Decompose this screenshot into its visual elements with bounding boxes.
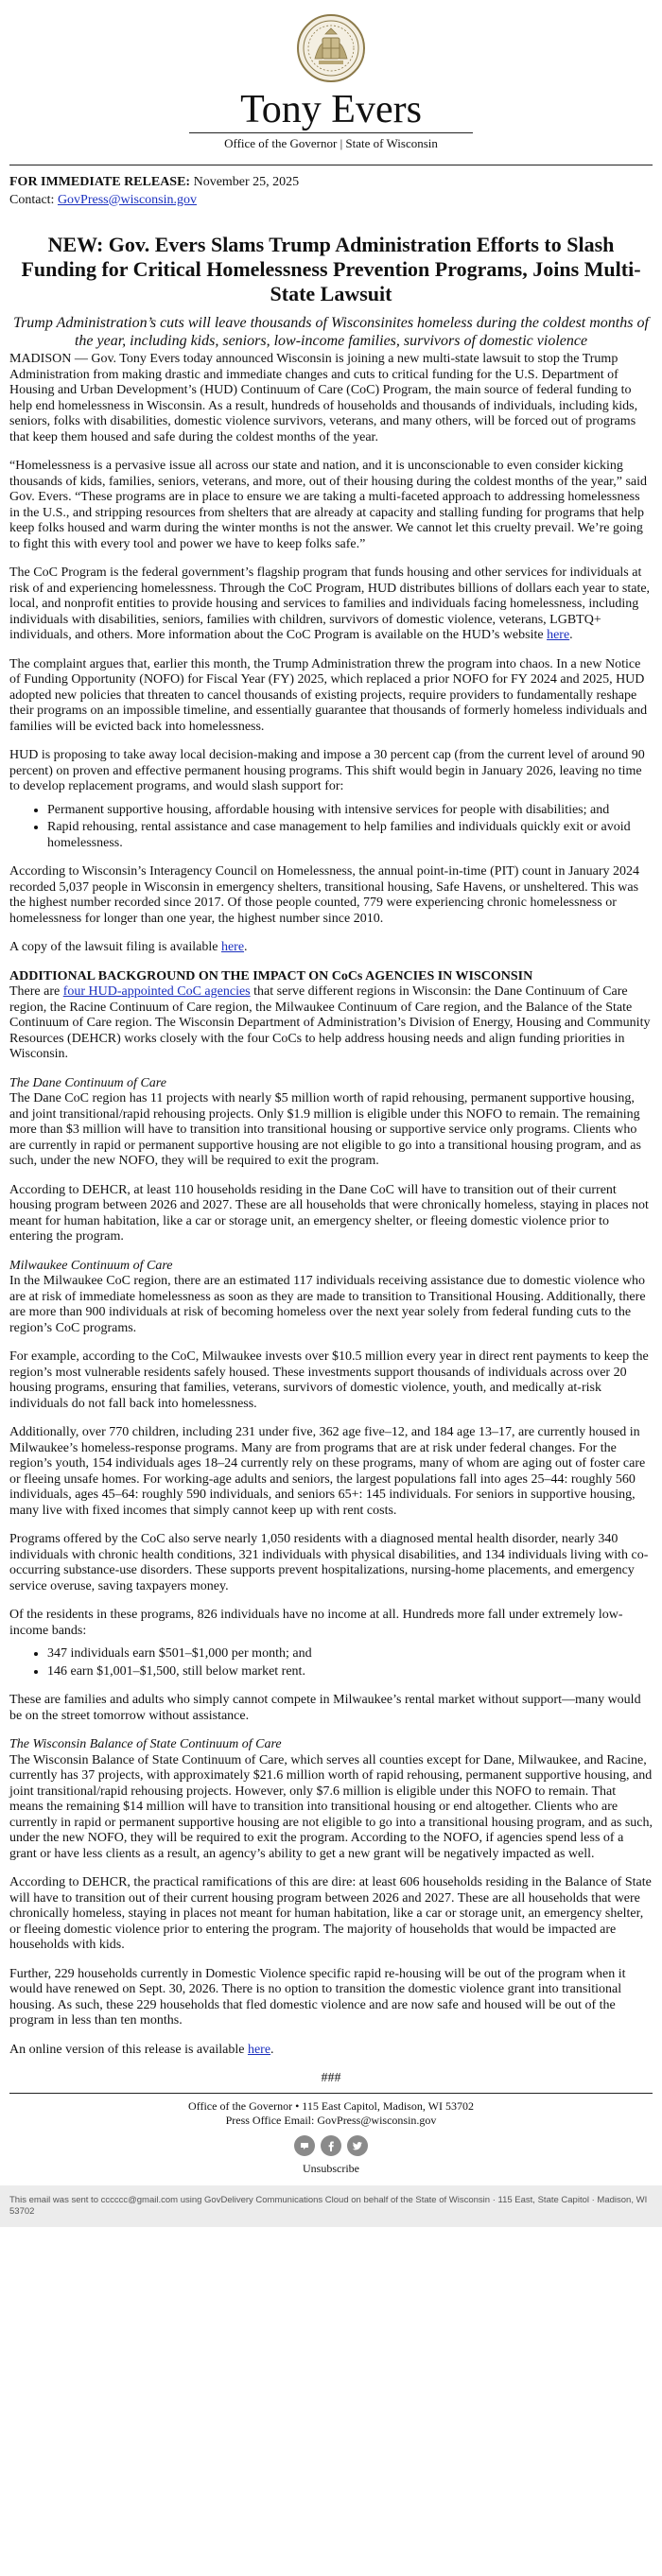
end-mark: ### [321,2071,341,2085]
punct: . [244,940,248,954]
paragraph-dane-1: The Dane CoC region has 11 projects with nearly $5 million worth of rapid rehousing, permanent supportive housing, and joint transitional/rapid rehousing projects. Only $1.9 million is eligible under this NOFO to remain. The remaining more than $3 million will have to transition into transitional housing or supportive service only programs. Clients who are currently in rapid or permanent supportive housing are not eligible to go into a transitional housing program, and as such, under the new NOFO, they will be required to exit the program. [9,1091,641,1168]
list-item: • 347 individuals earn $501–$1,000 per month; and [47,1646,653,1662]
unsubscribe-link[interactable]: Unsubscribe [303,2161,359,2175]
state-seal-icon [296,13,366,83]
paragraph-intro: MADISON — Gov. Tony Evers today announced Wisconsin is joining a new multi-state lawsuit to stop the Trump Administration from making drastic and immediate changes and cuts to critical funding for the U.S. Department of Housing and Urban Development’s (HUD) Continuum of Care (CoC) Program, the main source of federal funding to help end homelessness in Wisconsin. As a result, hundreds of households and thousands of individuals, including kids, seniors, folks with disabilities, domestic violence survivors, veterans, and many others, will be forced out of programs that keep them housed and safe during the coldest months of the year. [9,352,638,444]
online-version-link[interactable]: here [247,2042,271,2057]
paragraph-cap: HUD is proposing to take away local decision-making and impose a 30 percent cap (from the current level of around 90 percent) on proven and effective permanent housing programs. This shift would begin in January 2026, leaving no time to develop replacement programs, and would slash support for: [9,748,645,793]
background-heading: ADDITIONAL BACKGROUND ON THE IMPACT ON CoCs AGENCIES IN WISCONSIN [9,968,533,983]
twitter-icon[interactable] [347,2135,368,2156]
paragraph-balance-3: Further, 229 households currently in Domestic Violence specific rapid re-housing will be out of the program when it would have renewed on Sept. 30, 2026. There is no option to transition the domestic violence grant into transitional housing. As such, these 229 households that fled domestic violence and are now safe and housed will be out of the program in less than ten months. [9,1966,626,2028]
paragraph-lawsuit [9,940,653,956]
agencies-text-start: There are [9,984,63,999]
paragraph-milwaukee-3: Additionally, over 770 children, including 231 under five, 362 age five–12, and 184 age 13–17, are currently housed in Milwaukee’s homeless-response programs. Many are from programs that are at risk under federal changes. For the region’s youth, 154 individuals ages 18–24 currently rely on these programs, many of whom are aging out of foster care or fleeing unsafe homes. For working-age adults and seniors, the largest populations fall into ages 25–44: roughly 560 individuals, ages 45–64: roughly 590 individuals, and seniors 65+: 145 individuals. For seniors in supportive housing, many live with fixed incomes that simply cannot keep up with rent costs. [9,1425,646,1518]
cap-impact-list [9,803,653,852]
delivery-notice: This email was sent to cccccc@gmail.com using GovDelivery Communications Cloud on behalf of the State of Wisconsin · 115 East, State Capitol · Madison, WI 53702 [0,2185,662,2227]
hud-website-link[interactable]: here [547,628,570,642]
punct: . [569,628,573,642]
paragraph-balance-1: The Wisconsin Balance of State Continuum of Care, which serves all counties except for Dane, Milwaukee, and Racine, currently has 37 projects, with approximately $21.6 million worth of rapid rehousing, permanent supportive housing, and joint transitional/rapid rehousing projects. However, only $7.6 million is eligible under this NOFO to remain. That means the remaining $14 million will have to transition into transitional housing or end altogether. Clients who are currently in rapid or permanent supportive housing are not eligible to go into a transitional housing program, and as such, under the new NOFO, they will be required to exit the program. According to the NOFO, if agencies spend less of a grant or have less clients as a result, an agency’s ability to get a new grant will be negatively impacted as well. [9,1752,653,1861]
paragraph-milwaukee-6: These are families and adults who simply cannot compete in Milwaukee’s rental market without support—many would be on the street tomorrow without assistance. [9,1693,641,1723]
milwaukee-heading: Milwaukee Continuum of Care [9,1258,173,1273]
paragraph-coc-agencies [9,984,653,1063]
paragraph-quote: “Homelessness is a pervasive issue all across our state and nation, and it is unconscionable to even consider kicking thousands of kids, families, seniors, veterans, and more, out of their housing during the coldest months of the year,” said Gov. Evers. “These programs are in place to ensure we are taking a multi-faceted approach to addressing homelessness in the U.S., and stripping resources from shelters that are already at capacity and stalling funding for programs that help keep folks housed and warm during the winter months is not the answer. We cannot let this cruelty prevail. We’re going to fight this with every tool and power we have to keep folks safe.” [9,459,648,551]
facebook-icon[interactable] [321,2135,341,2156]
lawsuit-text: A copy of the lawsuit filing is available [9,940,221,954]
footer [0,2094,662,2176]
coc-program-text: The CoC Program is the federal government’s flagship program that funds housing and other services for individuals at risk of and experiencing homelessness. Through the CoC Program, HUD distributes billions of dollars each year to state, local, and nonprofit entities to provide housing and services to families and individuals facing homelessness, including individuals with disabilities, seniors, families with children, survivors of domestic violence, veterans, LGBTQ+ individuals, and others. More information about the CoC Program is available on the HUD’s website [9,566,651,642]
contact-line [9,193,653,209]
list-item: • Permanent supportive housing, affordable housing with intensive services for people with disabilities; and [47,803,653,819]
lawsuit-filing-link[interactable]: here [220,940,245,954]
paragraph-online-version [9,2043,653,2059]
list-item: • 146 earn $1,001–$1,500, still below market rent. [47,1664,653,1680]
paragraph-dane-2: According to DEHCR, at least 110 households residing in the Dane CoC will have to transition out of their current housing program between 2026 and 2027. These are all households that were chronically homeless, staying in places not meant for human habitation, like a car or storage unit, an emergency shelter, or fleeing domestic violence prior to entering the program. [9,1182,649,1244]
headline: NEW: Gov. Evers Slams Trump Administration Efforts to Slash Funding for Critical Homelessness Prevention Programs, Joins Multi-State Lawsuit [21,233,641,305]
paragraph-balance-2: According to DEHCR, the practical ramifications of this are dire: at least 606 households residing in the Balance of State will have to transition out of their current housing program between 2026 and 2027. These are all households that were chronically homeless, staying in places not meant for human habitation, like a car or storage unit, an emergency shelter, or fleeing domestic violence prior to entering the program. The majority of households that would be impacted are households with kids. [9,1875,652,1952]
online-text: An online version of this release is available [9,2042,248,2057]
release-date-line [9,175,653,191]
paragraph-complaint: The complaint argues that, earlier this month, the Trump Administration threw the program into chaos. In a new Notice of Funding Opportunity (NOFO) for Fiscal Year (FY) 2025, which replaced a prior NOFO for FY 2024 and 2025, HUD adopted new policies that threaten to cancel thousands of existing projects, require providers to fundamentally reshape their programs on an impossible timeline, and essentially guarantee that thousands of formerly homeless individuals and families will be evicted back into homelessness. [9,656,648,734]
paragraph-milwaukee-4: Programs offered by the CoC also serve nearly 1,050 residents with a diagnosed mental health disorder, nearly 340 individuals with chronic health conditions, 321 individuals with physical disabilities, and 134 individuals living with co-occurring substance-use disorders. These supports prevent hospitalizations, nursing-home placements, and emergency service overuse, saving taxpayers money. [9,1532,649,1593]
social-links [0,2135,662,2156]
subheadline: Trump Administration’s cuts will leave thousands of Wisconsinites homeless during the coldest months of the year, including kids, seniors, low-income families, survivors of domestic violence [13,315,649,349]
paragraph-milwaukee-5: Of the residents in these programs, 826 individuals have no income at all. Hundreds more fall under extremely low-income bands: [9,1608,623,1638]
release-content [0,175,662,2087]
release-label: FOR IMMEDIATE RELEASE: [9,175,191,189]
paragraph-milwaukee-1: In the Milwaukee CoC region, there are an estimated 117 individuals receiving assistance due to domestic violence who are at risk of immediate homelessness as soon as they are made to transition to Transitional Housing. Additionally, there are more than 900 individuals at risk of becoming homeless over the next year solely from federal funding cuts to the region’s CoC programs. [9,1274,646,1335]
balance-heading: The Wisconsin Balance of State Continuum of Care [9,1737,282,1751]
footer-address: Office of the Governor • 115 East Capitol, Madison, WI 53702 [188,2098,474,2113]
coc-agencies-link[interactable]: four HUD-appointed CoC agencies [62,984,251,999]
social-icon-1[interactable] [294,2135,315,2156]
paragraph-pit-count: According to Wisconsin’s Interagency Council on Homelessness, the annual point-in-time (PIT) count in January 2024 recorded 5,037 people in Wisconsin in emergency shelters, transitional housing, Safe Havens, or unsheltered. This was the highest number recorded since 2017. Of those people counted, 779 were experiencing chronic homelessness or homelessness for longer than one year, the highest number since 2010. [9,864,639,926]
punct: . [270,2042,274,2057]
contact-label: Contact: [9,192,55,207]
contact-email-link[interactable]: GovPress@wisconsin.gov [57,192,197,207]
letterhead [0,0,662,151]
governor-name: Tony Evers [240,88,422,131]
dane-heading: The Dane Continuum of Care [9,1075,166,1090]
agencies-text-end: that serve different regions in Wisconsin: the Dane Continuum of Care region, the Racine Continuum of Care region, the Milwaukee Continuum of Care region, and the Balance of the State Continuum of Care region. The Wisconsin Department of Administration’s Division of Energy, Housing and Community Resources (DEHCR) works closely with the four CoCs to help address housing needs and align funding priorities in Wisconsin. [9,984,651,1061]
list-item: • Rapid rehousing, rental assistance and case management to help families and individuals quickly exit or avoid homelessness. [47,820,653,851]
paragraph-milwaukee-2: For example, according to the CoC, Milwaukee invests over $10.5 million every year in direct rent payments to keep the region’s most vulnerable residents safely housed. These investments support thousands of individuals across over 20 housing programs, ensuring that families, veterans, survivors of domestic violence, youth, and medically at-risk individuals do not fall back into homelessness. [9,1349,649,1411]
paragraph-coc-program [9,566,653,644]
office-title: Office of the Governor | State of Wisconsin [189,132,473,151]
income-bands-list [9,1646,653,1680]
footer-press-email: Press Office Email: GovPress@wisconsin.gov [225,2113,437,2127]
release-date: November 25, 2025 [193,175,300,189]
